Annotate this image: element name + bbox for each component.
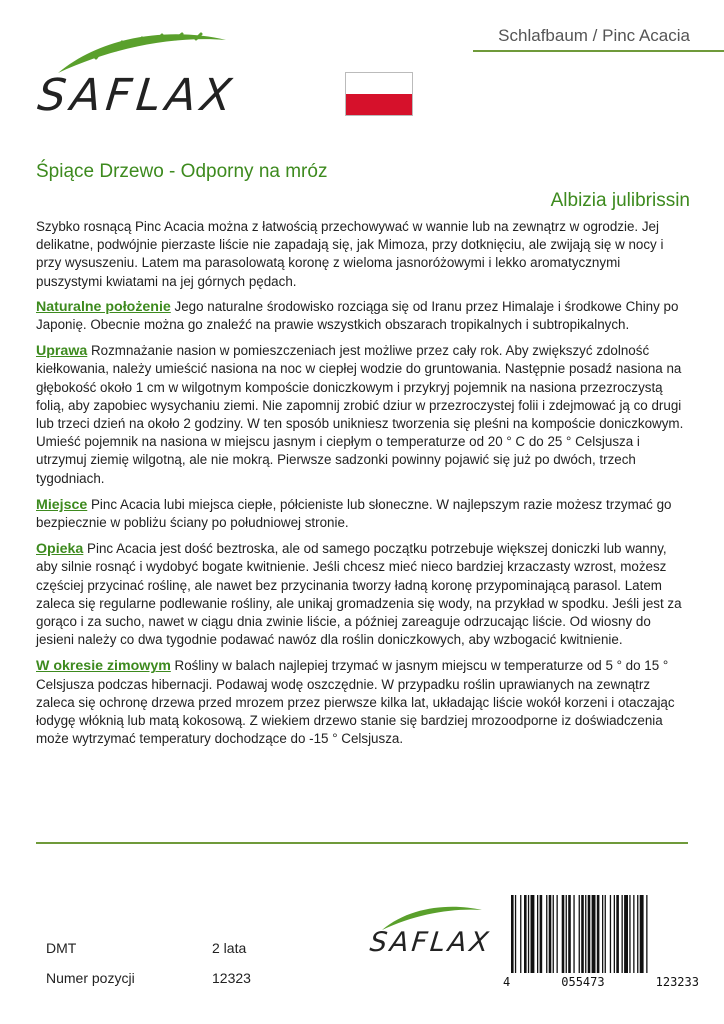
barcode-bar	[646, 895, 647, 973]
logo-wordmark: SAFLAX	[35, 70, 239, 121]
section-text: Pinc Acacia jest dość beztroska, ale od samego początku potrzebuje większej doniczki lub wanny, aby silnie rosnąć i wydobyć bogate kwitnienie. Jeśli chcesz mieć nieco bardziej krzaczasty wzrost, możesz częściej przycinać roślinę, ale nawet bez przycinania tworzy ładną koronę przypominającą parasol. Latem zaleca się regularne podlewanie rośliny, ale unikaj gromadzenia się wody, na przykład w spodku. Jeśli jest za gorąco i za sucho, nawet w ciągu dnia zwinie liście, a później zareaguje odrzucając liście. Od wiosny do jesieni należy co dwa tygodnie podawać nawóz dla roślin doniczkowych, aby wzbogacić kwitnienie.	[36, 541, 682, 648]
section-care	[36, 540, 688, 649]
barcode-bars	[503, 895, 699, 975]
barcode-bar	[573, 895, 574, 973]
barcode-bar	[592, 895, 596, 973]
section-heading: Miejsce	[36, 496, 88, 513]
logo-wordmark: SAFLAX	[368, 927, 493, 958]
section-heading: Opieka	[36, 541, 84, 558]
barcode-bar	[610, 895, 611, 973]
item-number-value: 12323	[212, 970, 251, 986]
section-text: Rozmnażanie nasion w pomieszczeniach jest możliwe przez cały rok. Aby zwiększyć zdolność kiełkowania, należy umieścić nasiona na noc w ciepłej wodzie do gruntowania. Następnie posadź nasiona na głębokość około 1 cm w wilgotnym kompoście doniczkowym i przykryj pojemnik na nasiona przezroczystą folią, aby zapobiec wysychaniu ziemi. Nie zapomnij zrobić dziur w przezroczystej folii i zdejmować ją co drugi lub trzeci dzień na około 2 godziny. W ten sposób unikniesz tworzenia się pleśni na kompoście doniczkowym. Umieść pojemnik na nasiona w miejscu jasnym i ciepłym o temperaturze od 20 ° C do 25 ° Celsjusza i utrzymuj ziemię wilgotną, ale nie mokrą. Pierwsze sadzonki powinny pojawić się już po dwóch, trzech tygodniach.	[36, 343, 684, 486]
section-cultivation	[36, 342, 688, 488]
intro-paragraph: Szybko rosnącą Pinc Acacia można z łatwością przechowywać w wannie lub na zewnątrz w ogrodzie. Jej delikatne, podwójnie pierzaste liście nie zapadają się, jak Mimoza, przy dotknięciu, ale zwijają się w nocy i przy wysuszeniu. Latem ma parasolowatą koronę z wieloma jasnoróżowymi i lekko aromatycznymi puszystymi kwiatami na jej górnych pędach.	[36, 219, 664, 289]
description-body	[36, 218, 688, 756]
section-heading: W okresie zimowym	[36, 658, 171, 675]
barcode-bar	[614, 895, 615, 973]
section-text: Pinc Acacia lubi miejsca ciepłe, półcieniste lub słoneczne. W najlepszym razie możesz trzymać go bezpiecznie w pobliżu ściany po południowej stronie.	[36, 496, 672, 531]
barcode-bar	[537, 895, 538, 973]
poland-flag-icon	[345, 72, 413, 116]
barcode-bar	[524, 895, 527, 973]
barcode-digits	[503, 975, 699, 989]
barcode-digit-group: 123233	[655, 975, 699, 989]
barcode-bar	[629, 895, 630, 973]
section-location	[36, 496, 688, 532]
barcode-bar	[568, 895, 571, 973]
barcode-bar	[588, 895, 591, 973]
barcode-bar	[511, 895, 514, 973]
barcode-bar	[624, 895, 628, 973]
header-divider	[473, 50, 724, 52]
latin-name: Albizia julibrissin	[550, 190, 690, 211]
barcode-bar	[553, 895, 554, 973]
barcode-bar	[602, 895, 603, 973]
barcode-bar	[585, 895, 586, 973]
item-number-label: Numer pozycji	[46, 970, 135, 986]
barcode-bar	[640, 895, 644, 973]
barcode-bar	[528, 895, 529, 973]
barcode-bar	[605, 895, 606, 973]
barcode-bar	[579, 895, 580, 973]
product-name: Schlafbaum / Pinc Acacia	[498, 26, 690, 45]
barcode-bar	[597, 895, 600, 973]
barcode-bar	[515, 895, 516, 973]
barcode-digit-group: 055473	[561, 975, 605, 989]
barcode-bar	[616, 895, 619, 973]
barcode-bar	[549, 895, 552, 973]
barcode	[503, 895, 699, 1005]
barcode-bar	[557, 895, 558, 973]
barcode-digit-group: 4	[503, 975, 511, 989]
barcode-bar	[622, 895, 623, 973]
barcode-bar	[520, 895, 521, 973]
barcode-bar	[633, 895, 634, 973]
section-natural-location	[36, 298, 688, 334]
dmt-label: DMT	[46, 940, 77, 956]
section-text: Rośliny w balach najlepiej trzymać w jasnym miejscu w temperaturze od 5 ° do 15 ° Celsjusza podczas hibernacji. Podawaj wodę oszczędnie. W przypadku roślin uprawianych na zewnątrz zaleca się ochronę drzewa przed mrozem przez pierwsze kilka lat, układając liście wokół korzeni i otaczając łodygę włóknią lub matą kokosową. Z wiekiem drzewo stanie się bardziej mrozoodporne iz doświadczenia może wytrzymać temperatury dochodzące do -15 ° Celsjusza.	[36, 658, 675, 747]
barcode-bar	[546, 895, 547, 973]
saflax-logo-small	[368, 903, 492, 963]
section-heading: Uprawa	[36, 343, 88, 360]
barcode-bar	[637, 895, 638, 973]
barcode-bar	[540, 895, 543, 973]
saflax-logo	[36, 28, 246, 128]
dmt-value: 2 lata	[212, 940, 247, 956]
barcode-bar	[581, 895, 584, 973]
barcode-bar	[562, 895, 565, 973]
barcode-bar	[531, 895, 535, 973]
page-title: Śpiące Drzewo - Odporny na mróz	[36, 161, 328, 182]
section-winter	[36, 657, 688, 748]
section-heading: Naturalne położenie	[36, 298, 171, 315]
section-text: Jego naturalne środowisko rozciąga się od Iranu przez Himalaje i środkowe Chiny po Japonię. Obecnie można go znaleźć na prawie wszystkich obszarach tropikalnych i subtropikalnych.	[36, 298, 679, 333]
barcode-bar	[566, 895, 567, 973]
footer-divider	[36, 842, 688, 844]
